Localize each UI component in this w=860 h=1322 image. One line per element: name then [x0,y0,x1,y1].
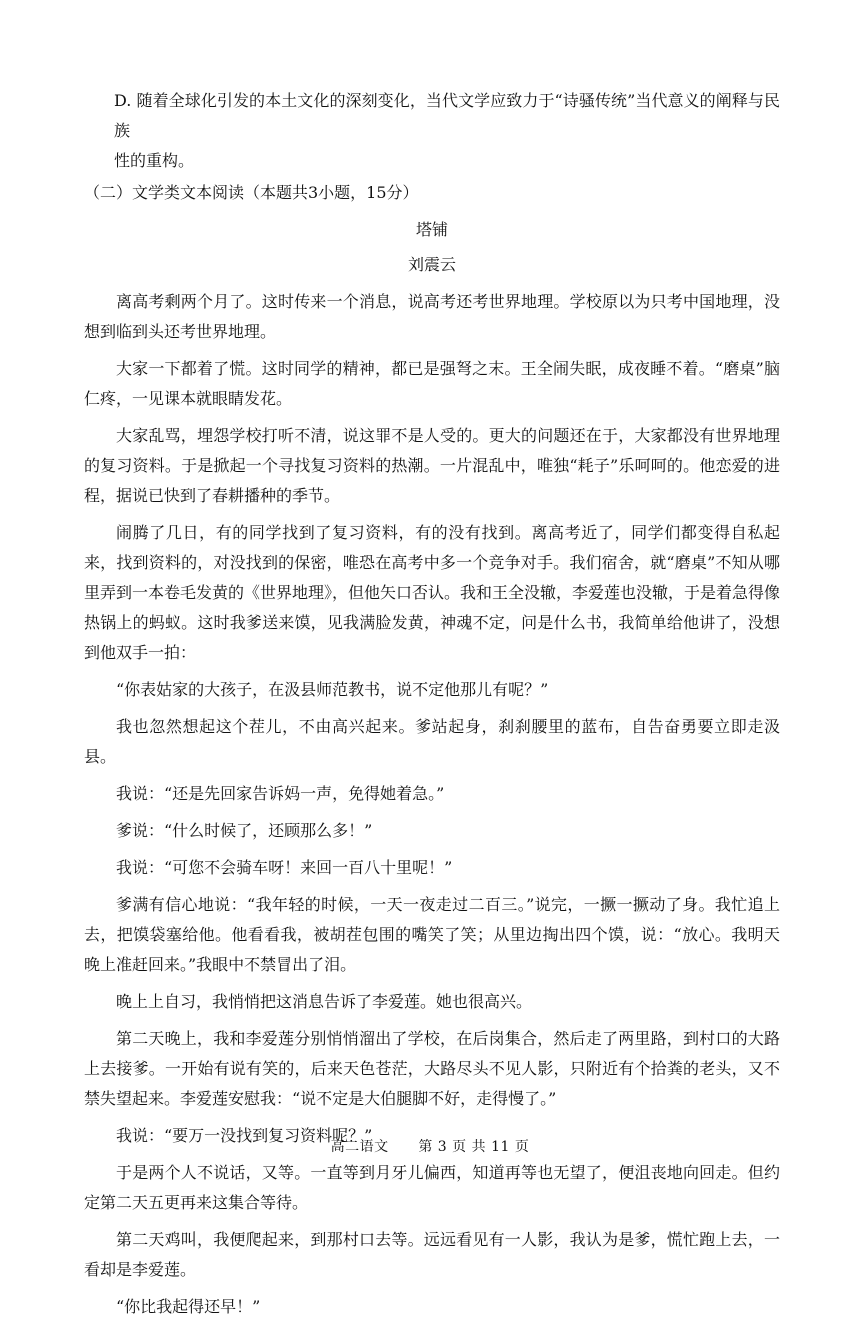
story-paragraph: 爹说：“什么时候了，还顾那么多！” [116,821,373,840]
story-paragraph: 我也忽然想起这个茬儿，不由高兴起来。爹站起身，刹刹腰里的蓝布，自告奋勇要立即走汲县。 [84,717,780,766]
story-paragraph: 大家一下都着了慌。这时同学的精神，都已是强弩之末。王全闹失眠，成夜睡不着。“磨桌”脑仁疼，一见课本就眼睛发花。 [84,359,780,408]
story-body [84,287,780,1322]
story-paragraph: 大家乱骂，埋怨学校打听不清，说这罪不是人受的。更大的问题还在于，大家都没有世界地理的复习资料。于是掀起一个寻找复习资料的热潮。一片混乱中，唯独“耗子”乐呵呵的。他恋爱的进程，据说已快到了春耕播种的季节。 [84,426,780,505]
story-paragraph: 我说：“要万一没找到复习资料呢？” [116,1126,373,1145]
story-paragraph: 于是两个人不说话，又等。一直等到月牙儿偏西，知道再等也无望了，便沮丧地向回走。但约定第二天五更再来这集合等待。 [84,1163,780,1212]
option-d-line1: D. 随着全球化引发的本土文化的深刻变化，当代文学应致力于“诗骚传统”当代意义的阐释与民族 [114,91,780,140]
section-heading: （二）文学类文本阅读（本题共3小题，15分） [84,183,419,202]
footer-subject: 高二语文 [330,1139,389,1155]
story-paragraph: 晚上上自习，我悄悄把这消息告诉了李爱莲。她也很高兴。 [116,992,533,1011]
story-paragraph: “你表姑家的大孩子，在汲县师范教书，说不定他那儿有呢？” [116,680,549,699]
story-author: 刘震云 [407,255,456,274]
story-paragraph: “你比我起得还早！” [116,1297,261,1316]
story-paragraph: 我说：“可您不会骑车呀！来回一百八十里呢！” [116,858,453,877]
footer-page-info: 第 3 页 共 11 页 [418,1139,530,1155]
story-paragraph: 第二天鸡叫，我便爬起来，到那村口去等。远远看见有一人影，我认为是爹，慌忙跑上去，一看却是李爱莲。 [84,1230,780,1279]
page-footer [0,1137,860,1157]
story-paragraph: 闹腾了几日，有的同学找到了复习资料，有的没有找到。离高考近了，同学们都变得自私起来，找到资料的，对没找到的保密，唯恐在高考中多一个竞争对手。我们宿舍，就“磨桌”不知从哪里弄到一本卷毛发黄的《世界地理》，但他矢口否认。我和王全没辙，李爱莲也没辙，于是着急得像热锅上的蚂蚁。这时我爹送来馍，见我满脸发黄，神魂不定，问是什么书，我简单给他讲了，没想到他双手一拍： [84,523,781,662]
story-paragraph: 我说：“还是先回家告诉妈一声，免得她着急。” [116,784,445,803]
story-paragraph: 离高考剩两个月了。这时传来一个消息，说高考还考世界地理。学校原以为只考中国地理，没想到临到头还考世界地理。 [84,292,780,341]
story-title: 塔铺 [415,220,448,239]
story-paragraph: 第二天晚上，我和李爱莲分别悄悄溜出了学校，在后岗集合，然后走了两里路，到村口的大路上去接爹。一开始有说有笑的，后来天色苍茫，大路尽头不见人影，只附近有个拾粪的老头，又不禁失望起来。李爱莲安慰我：“说不定是大伯腿脚不好，走得慢了。” [84,1029,780,1108]
option-d-line2: 性的重构。 [114,151,195,170]
story-paragraph: 爹满有信心地说：“我年轻的时候，一天一夜走过二百三。”说完，一撅一撅动了身。我忙追上去，把馍袋塞给他。他看看我，被胡茬包围的嘴笑了笑；从里边掏出四个馍，说：“放心。我明天晚上准赶回来。”我眼中不禁冒出了泪。 [84,895,780,974]
